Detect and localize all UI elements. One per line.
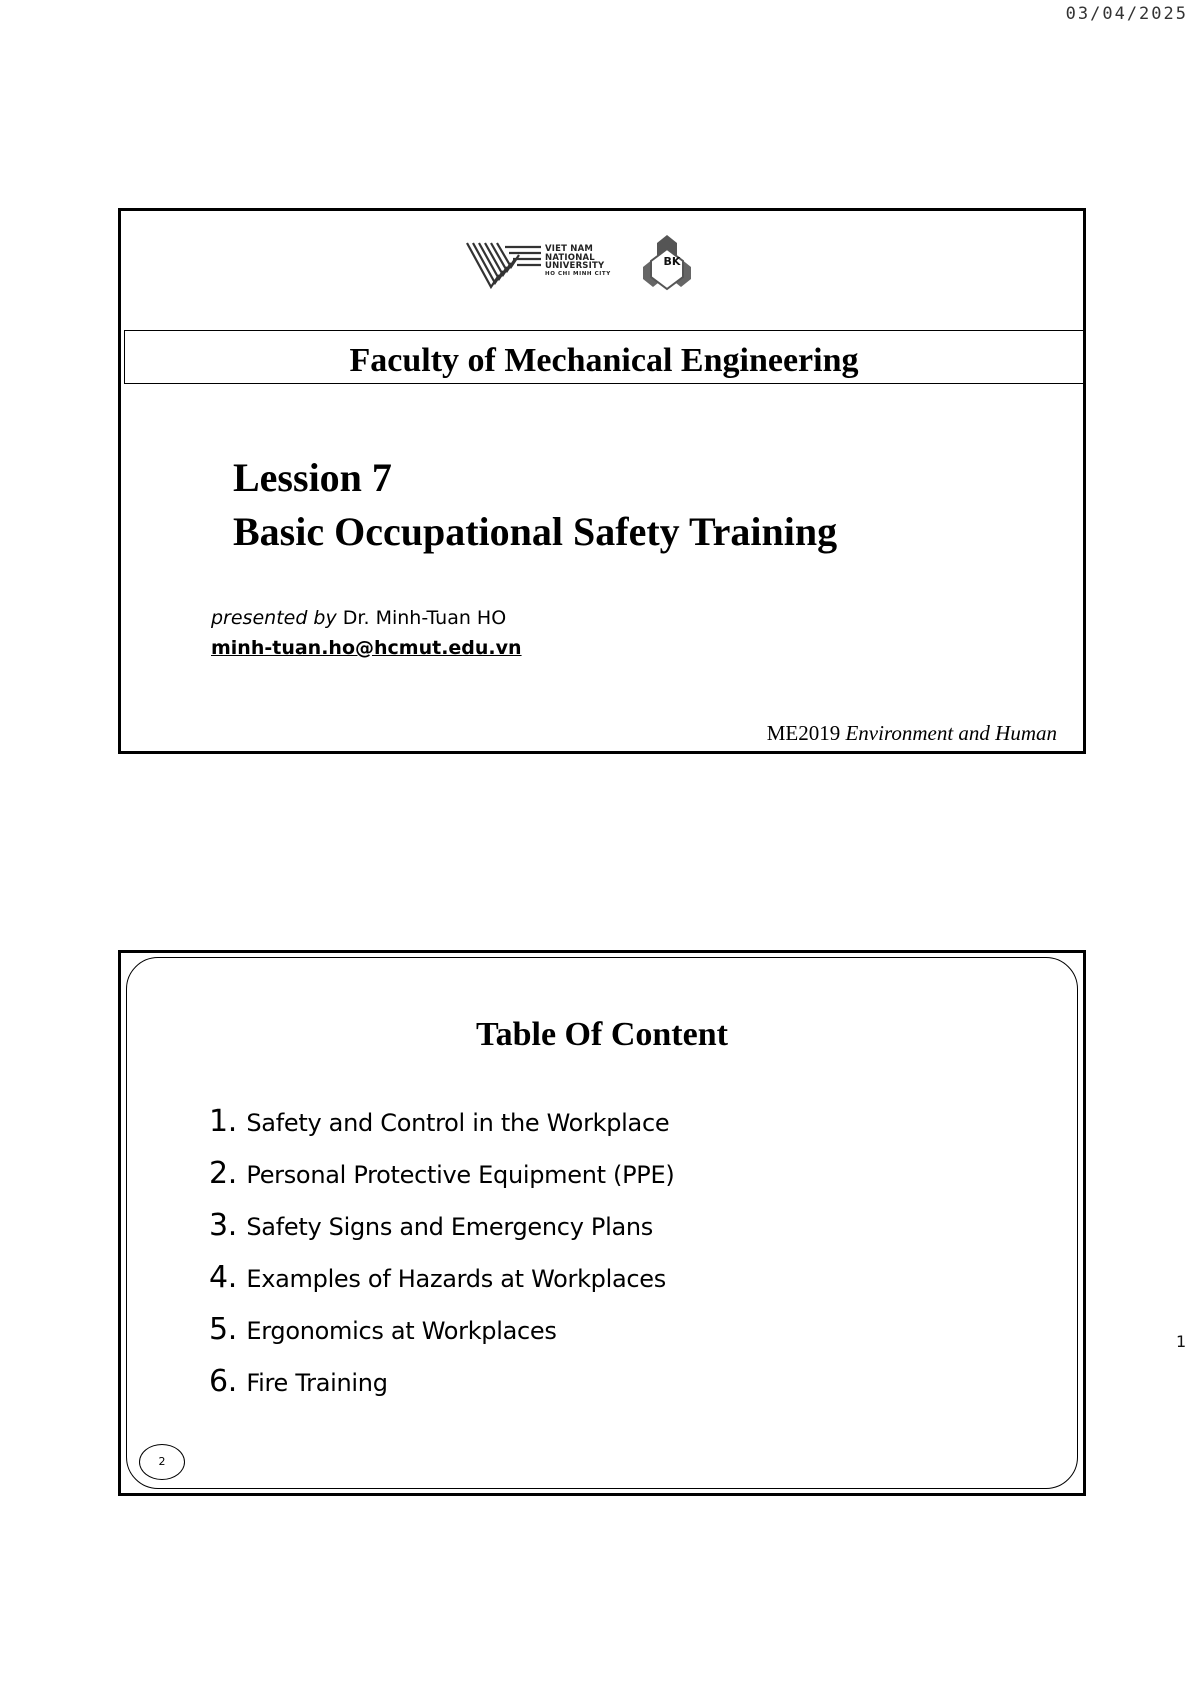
page-number: 1 <box>1176 1332 1187 1351</box>
presenter-info <box>211 603 522 663</box>
table-of-content-slide <box>118 950 1086 1496</box>
toc-item-number: 6. <box>209 1364 238 1399</box>
lesson-title <box>233 451 837 559</box>
presented-by-label: presented by <box>211 607 337 629</box>
toc-item <box>209 1304 674 1356</box>
toc-item-label: Personal Protective Equipment (PPE) <box>246 1161 675 1189</box>
title-slide <box>118 208 1086 754</box>
presenter-email-link[interactable]: minh-tuan.ho@hcmut.edu.vn <box>211 637 522 659</box>
course-info <box>767 721 1057 746</box>
faculty-banner <box>124 330 1084 384</box>
print-date: 03/04/2025 <box>1065 4 1188 24</box>
course-code: ME2019 <box>766 721 841 745</box>
toc-item-number: 1. <box>209 1104 238 1139</box>
toc-item-label: Fire Training <box>246 1369 388 1397</box>
toc-item-number: 5. <box>209 1312 238 1347</box>
toc-item <box>209 1252 674 1304</box>
toc-item-label: Ergonomics at Workplaces <box>246 1317 557 1345</box>
vnu-logo-text: VIET NAM NATIONAL UNIVERSITY HO CHI MINH CITY <box>545 244 611 277</box>
slide-frame <box>126 957 1078 1489</box>
toc-list <box>209 1096 674 1408</box>
faculty-title: Faculty of Mechanical Engineering <box>349 342 859 379</box>
toc-item-number: 3. <box>209 1208 238 1243</box>
course-name: Environment and Human <box>845 721 1057 745</box>
toc-item <box>209 1200 674 1252</box>
toc-item <box>209 1148 674 1200</box>
toc-title: Table Of Content <box>476 1016 728 1053</box>
toc-item-label: Safety Signs and Emergency Plans <box>246 1213 653 1241</box>
toc-item-number: 4. <box>209 1260 238 1295</box>
presenter-name: Dr. Minh-Tuan HO <box>342 607 507 629</box>
toc-item-label: Examples of Hazards at Workplaces <box>246 1265 666 1293</box>
toc-item <box>209 1096 674 1148</box>
slide-number: 2 <box>139 1444 185 1480</box>
lesson-number: Lession 7 <box>233 455 392 500</box>
bk-logo-text: BK <box>663 255 681 268</box>
toc-item-label: Safety and Control in the Workplace <box>246 1109 670 1137</box>
toc-item-number: 2. <box>209 1156 238 1191</box>
toc-item <box>209 1356 674 1408</box>
lesson-name: Basic Occupational Safety Training <box>233 509 838 554</box>
logos <box>461 225 721 305</box>
